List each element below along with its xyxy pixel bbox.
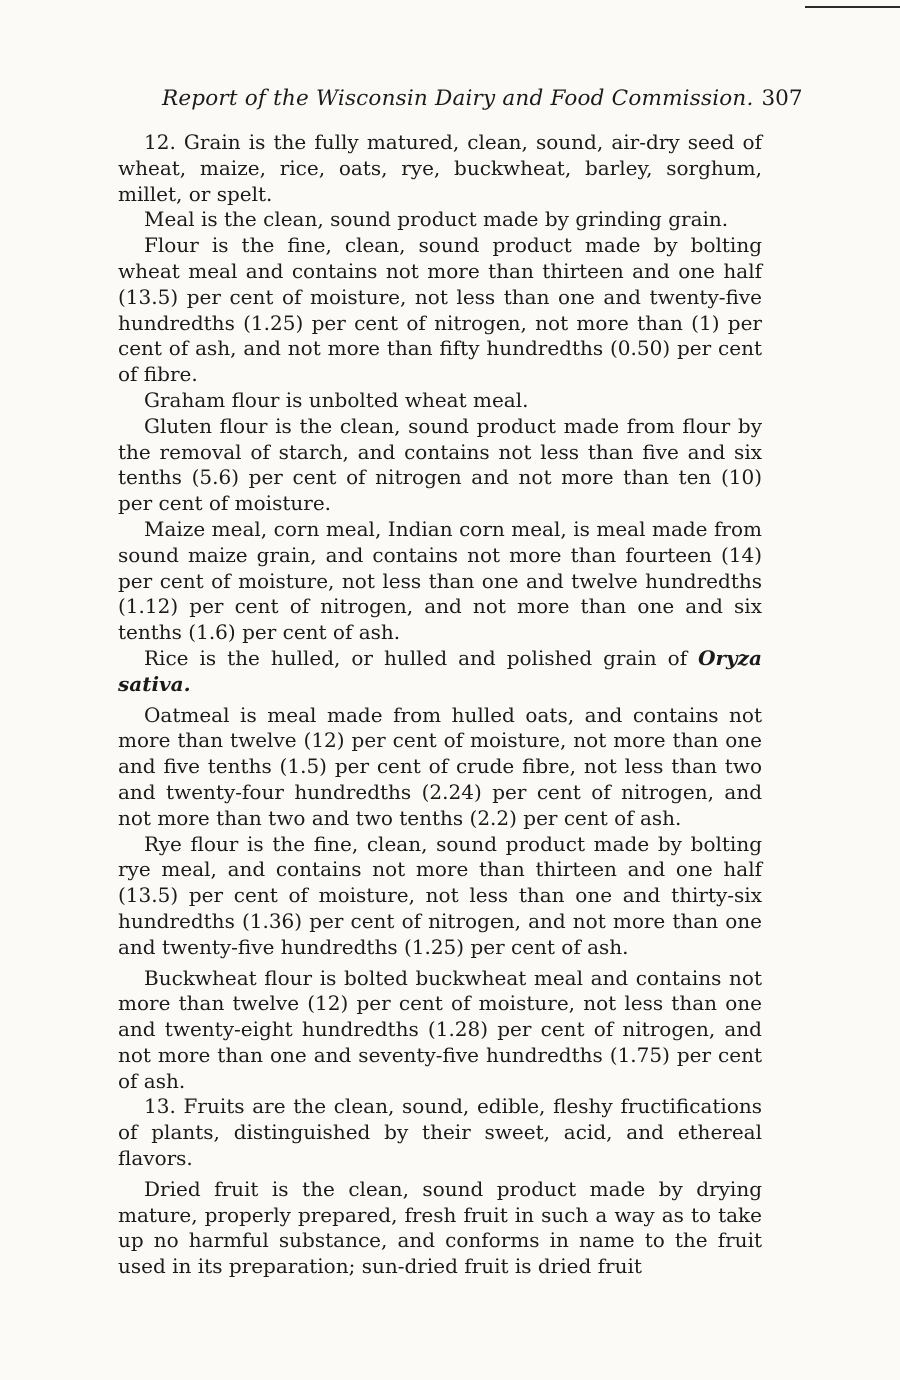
paragraph-maize-meal: Maize meal, corn meal, Indian corn meal, is meal made from sound maize grain, and contains not more than fourteen (14) per cent of moisture, not less than one and twelve hundredths (1.12) per cent of nitrogen, and not more than one and six tenths (1.6) per cent of ash.	[118, 516, 762, 645]
paragraph-fruits: 13. Fruits are the clean, sound, edible, fleshy fructifications of plants, distinguished by their sweet, acid, and ethereal flavors.	[118, 1094, 762, 1171]
paragraph-graham-flour: Graham flour is unbolted wheat meal.	[144, 387, 529, 412]
paragraph-rye-flour: Rye flour is the fine, clean, sound product made by bolting rye meal, and contains not more than thirteen and one half (13.5) per cent of moisture, not less than one and thirty-six hundredths (1.36) per cent of nitrogen, and not more than one and twenty-five hundredths (1.25) per cent of ash.	[118, 831, 762, 959]
paragraph-meal: Meal is the clean, sound product made by grinding grain.	[144, 207, 729, 232]
rice-text: Rice is the hulled, or hulled and polished grain of	[144, 645, 688, 670]
running-header	[162, 84, 803, 114]
paragraph-oatmeal: Oatmeal is meal made from hulled oats, and contains not more than twelve (12) per cent of moisture, not more than one and five tenths (1.5) per cent of crude fibre, not less than two and twenty-four hundredths (2.24) per cent of nitrogen, and not more than two and two tenths (2.2) per cent of ash.	[118, 702, 762, 830]
paragraph-rice	[118, 646, 762, 698]
paragraph-grain: 12. Grain is the fully matured, clean, sound, air-dry seed of wheat, maize, rice, oats, rye, buckwheat, barley, sorghum, millet, or spelt.	[118, 130, 762, 206]
paragraph-gluten-flour: Gluten flour is the clean, sound product made from flour by the removal of starch, and contains not less than five and six tenths (5.6) per cent of nitrogen and not more than ten (10) per cent of moisture.	[118, 413, 762, 516]
corner-rule	[805, 6, 900, 8]
page-number: 307	[761, 86, 803, 111]
paragraph-buckwheat-flour: Buckwheat flour is bolted buckwheat meal and contains not more than twelve (12) per cent of moisture, not less than one and twenty-eight hundredths (1.28) per cent of nitrogen, and not more than one and seventy-five hundredths (1.75) per cent of ash.	[118, 965, 762, 1093]
running-header-title: Report of the Wisconsin Dairy and Food Commission.	[162, 86, 754, 111]
paragraph-flour: Flour is the fine, clean, sound product made by bolting wheat meal and contains not more than thirteen and one half (13.5) per cent of moisture, not less than one and twenty-five hundredths (1.25) per cent of nitrogen, not more than (1) per cent of ash, and not more than fifty hundredths (0.50) per cent of fibre.	[118, 233, 762, 387]
body-text	[118, 130, 762, 1280]
rice-species: Oryza sativa.	[118, 645, 762, 696]
paragraph-dried-fruit: Dried fruit is the clean, sound product made by drying mature, properly prepared, fresh fruit in such a way as to take up no harmful substance, and conforms in name to the fruit used in its preparation; sun-dried fruit is dried fruit	[118, 1176, 762, 1279]
